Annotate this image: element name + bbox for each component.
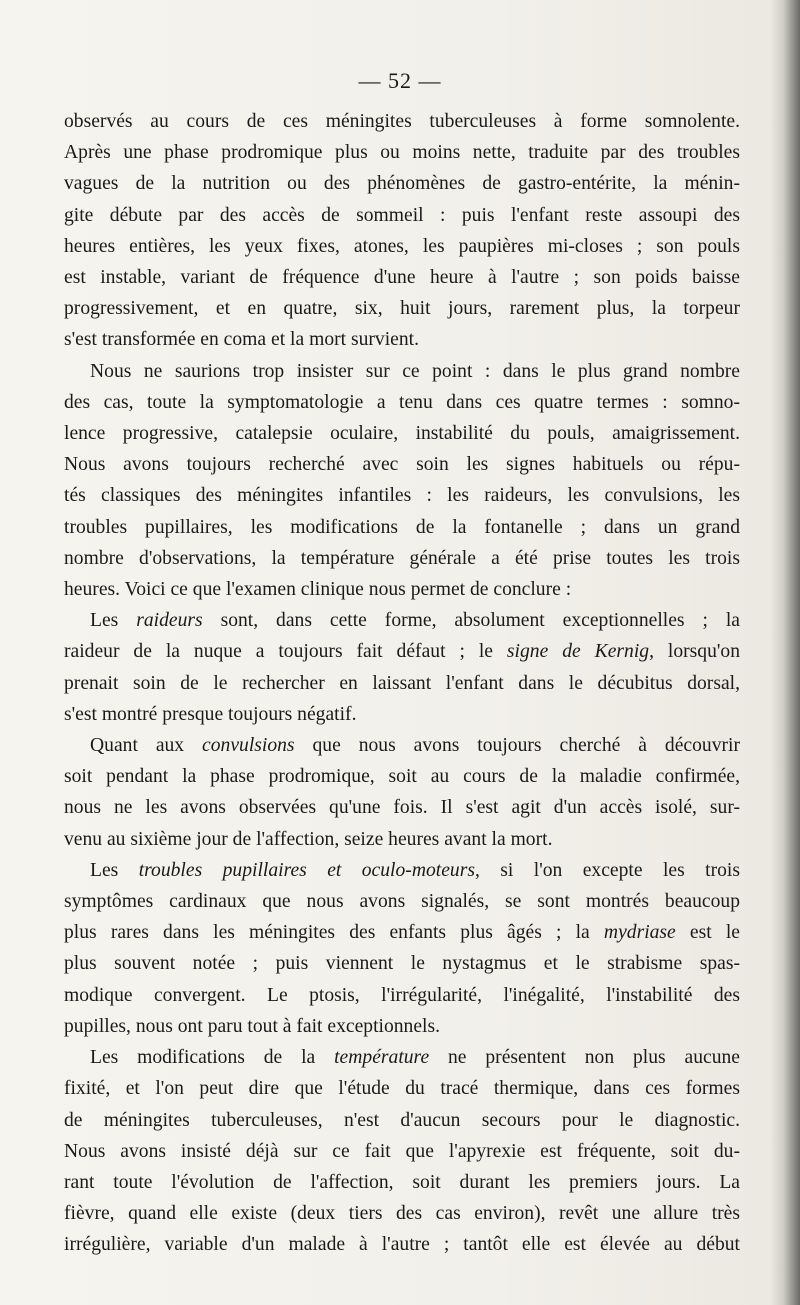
text-line: vagues de la nutrition ou des phénomènes de gastro-entérite, la ménin- [64,173,740,195]
paragraph [64,855,740,1042]
text-line: gite débute par des accès de sommeil : puis l'enfant reste assoupi des [64,204,740,226]
text-line: nous ne les avons observées qu'une fois. Il s'est agit d'un accès isolé, sur- [64,797,740,819]
text-line: progressivement, et en quatre, six, huit jours, rarement plus, la torpeur [64,298,740,320]
text-line: troubles pupillaires, les modifications de la fontanelle ; dans un grand [64,516,740,538]
text-line: Nous avons toujours recherché avec soin les signes habituels ou répu- [64,454,740,476]
text-line: Nous avons insisté déjà sur ce fait que l'apyrexie est fréquente, soit du- [64,1140,740,1162]
text-line: irrégulière, variable d'un malade à l'autre ; tantôt elle est élevée au début [64,1234,740,1256]
text-line: pupilles, nous ont paru tout à fait exceptionnels. [64,1015,441,1037]
text-line: heures entières, les yeux fixes, atones, les paupières mi-closes ; son pouls [64,235,740,257]
text-line: Les troubles pupillaires et oculo-moteurs, si l'on excepte les trois [90,859,740,881]
text-line: soit pendant la phase prodromique, soit au cours de la maladie confirmée, [64,766,740,788]
text-line: tés classiques des méningites infantiles : les raideurs, les convulsions, les [64,485,740,507]
text-line: fièvre, quand elle existe (deux tiers des cas environ), revêt une allure très [64,1203,740,1225]
text-line: plus souvent notée ; puis viennent le nystagmus et le strabisme spas- [64,953,740,975]
text-line: est instable, variant de fréquence d'une heure à l'autre ; son poids baisse [64,267,740,289]
paragraph [64,1042,740,1260]
text-line: s'est transformée en coma et la mort survient. [64,329,420,351]
text-line: Les raideurs sont, dans cette forme, absolument exceptionnelles ; la [90,610,740,632]
body-text [64,106,740,1261]
text-line: Quant aux convulsions que nous avons toujours cherché à découvrir [90,735,740,757]
page-number: — 52 — [358,68,442,93]
text-line: prenait soin de le rechercher en laissant l'enfant dans le décubitus dorsal, [64,672,740,694]
text-line: Après une phase prodromique plus ou moins nette, traduite par des troubles [64,142,740,164]
binding-shadow [770,0,800,1305]
paragraph [64,730,740,855]
italic-term: convulsions [202,735,295,757]
italic-term: troubles pupillaires et oculo-moteurs [138,859,475,881]
italic-term: mydriase [603,922,676,944]
italic-term: température [334,1047,430,1069]
text-line: de méningites tuberculeuses, n'est d'aucun secours pour le diagnostic. [64,1109,740,1131]
text-line: raideur de la nuque a toujours fait défaut ; le signe de Kernig, lorsqu'on [64,641,741,663]
text-line: des cas, toute la symptomatologie a tenu dans ces quatre termes : somno- [64,391,740,413]
text-line: observés au cours de ces méningites tuberculeuses à forme somnolente. [64,111,740,132]
text-line: Les modifications de la température ne présentent non plus aucune [90,1047,740,1069]
paragraph [64,356,740,606]
text-line: plus rares dans les méningites des enfants plus âgés ; la mydriase est le [64,922,740,944]
italic-term: raideurs [136,610,203,632]
paragraph [64,605,740,730]
text-line: Nous ne saurions trop insister sur ce point : dans le plus grand nombre [90,360,740,382]
text-line: nombre d'observations, la température générale a été prise toutes les trois [64,547,740,569]
text-line: modique convergent. Le ptosis, l'irrégularité, l'inégalité, l'instabilité des [64,984,740,1006]
text-line: symptômes cardinaux que nous avons signalés, se sont montrés beaucoup [64,891,740,913]
paragraph [64,106,740,356]
text-line: heures. Voici ce que l'examen clinique nous permet de conclure : [64,579,572,601]
text-line: lence progressive, catalepsie oculaire, instabilité du pouls, amaigrissement. [64,423,740,445]
italic-term: signe de Kernig [506,641,650,663]
text-line: fixité, et l'on peut dire que l'étude du tracé thermique, dans ces formes [64,1078,740,1100]
text-line: s'est montré presque toujours négatif. [64,703,357,725]
text-line: rant toute l'évolution de l'affection, soit durant les premiers jours. La [64,1171,740,1193]
text-line: venu au sixième jour de l'affection, seize heures avant la mort. [64,828,553,850]
